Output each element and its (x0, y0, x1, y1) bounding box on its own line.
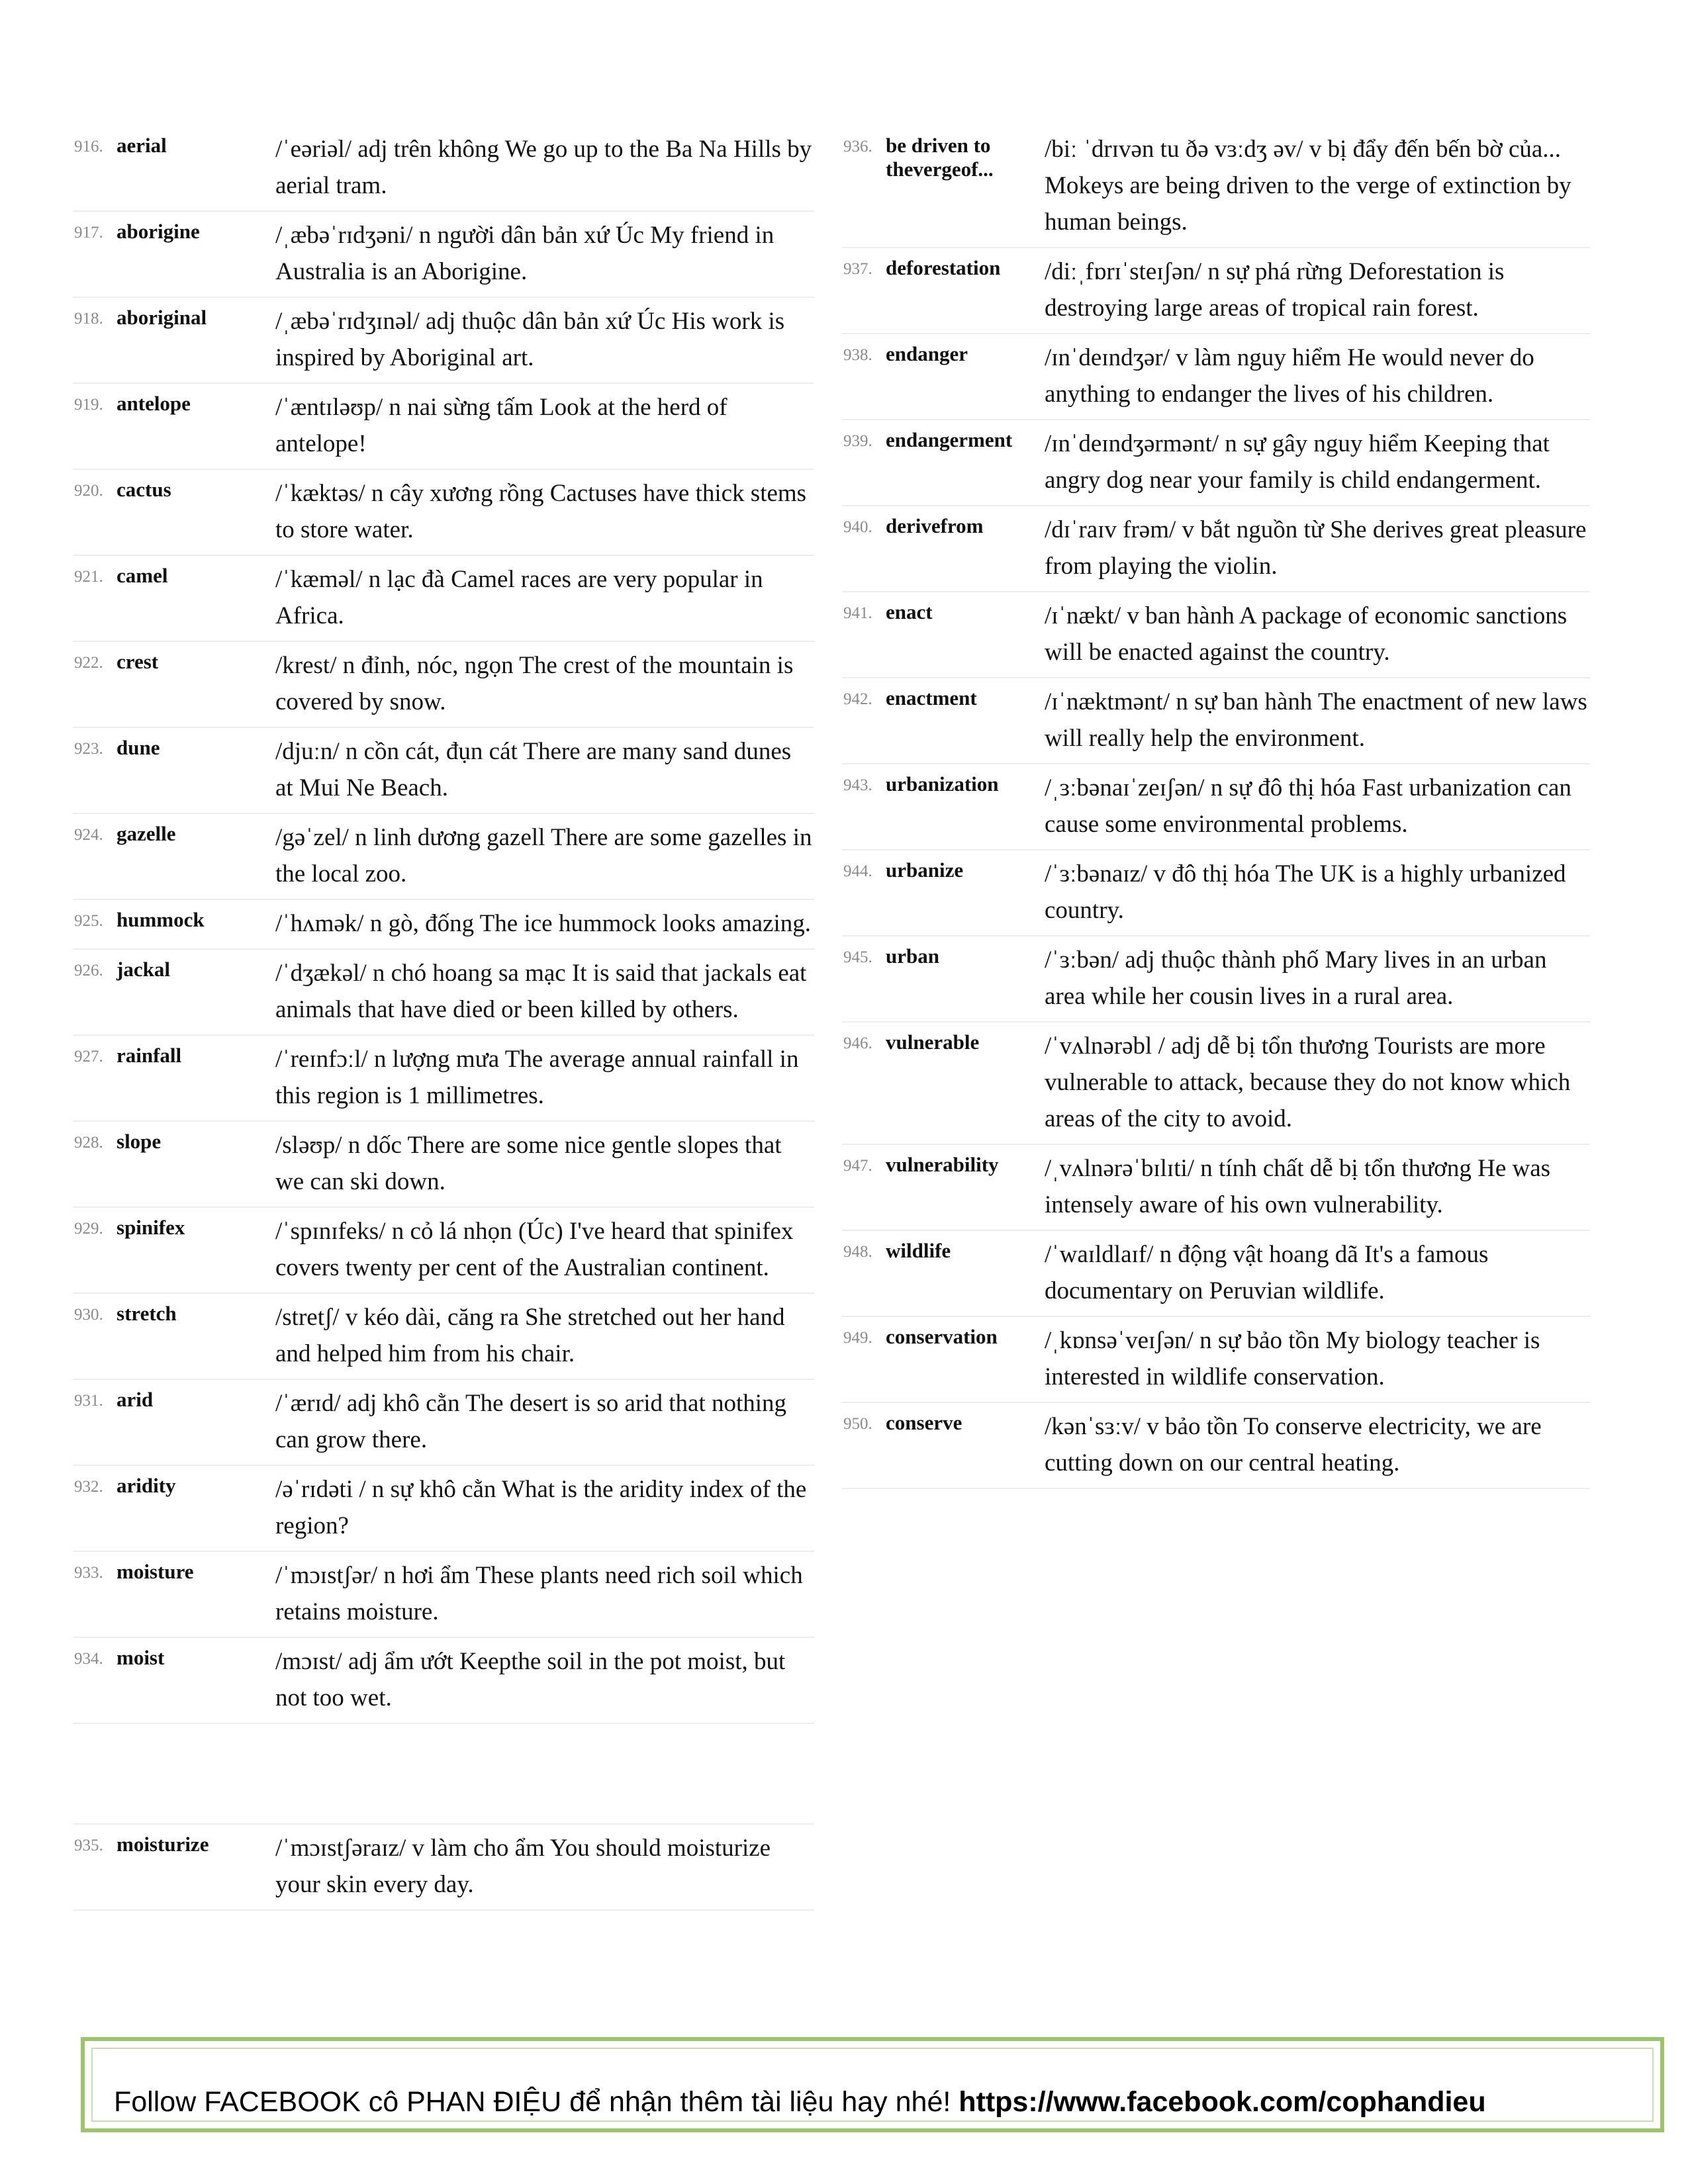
vocab-entry (842, 592, 1590, 678)
entry-word: hummock (117, 908, 205, 931)
vocab-entry (73, 950, 814, 1036)
entry-definition: /ɪnˈdeɪndʒərmənt/ n sự gây nguy hiểm Keeping that angry dog near your family is child endangerment. (1045, 430, 1550, 494)
vocab-entry (73, 814, 814, 900)
entry-word: moist (117, 1646, 165, 1669)
vocab-entry (73, 126, 814, 212)
entry-word: gazelle (117, 822, 176, 845)
entry-number: 922. (74, 654, 103, 672)
vocab-entry (842, 1023, 1590, 1145)
entry-word: dune (117, 736, 160, 759)
entry-word: enactment (886, 686, 977, 709)
entry-word: urbanize (886, 858, 964, 882)
entry-number: 930. (74, 1306, 103, 1324)
entry-number: 939. (843, 432, 872, 450)
entry-number: 924. (74, 826, 103, 844)
vocab-entry (73, 1638, 814, 1724)
entry-number: 942. (843, 690, 872, 708)
entry-number: 933. (74, 1564, 103, 1582)
entry-word: enact (886, 600, 933, 623)
entry-word: vulnerability (886, 1153, 999, 1176)
vocab-entry (842, 764, 1590, 850)
vocab-entry (842, 678, 1590, 764)
vocab-entry (842, 420, 1590, 506)
entry-number: 926. (74, 962, 103, 979)
entry-definition: /ˈɜːbən/ adj thuộc thành phố Mary lives in an urban area while her cousin lives in a rural area. (1045, 946, 1547, 1010)
entry-definition: /ˈkæməl/ n lạc đà Camel races are very popular in Africa. (275, 566, 763, 629)
entry-word: stretch (117, 1302, 177, 1325)
entry-definition: /ˈmɔɪstʃəraɪz/ v làm cho ẩm You should moisturize your skin every day. (275, 1835, 771, 1898)
entry-definition: /ɪˈnæktmənt/ n sự ban hành The enactment of new laws will really help the environment. (1045, 688, 1587, 752)
vocab-entry (73, 1380, 814, 1466)
entry-number: 931. (74, 1392, 103, 1410)
entry-word: endangerment (886, 428, 1013, 451)
entry-number: 945. (843, 948, 872, 966)
entry-definition: /ˌæbəˈrɪdʒɪnəl/ adj thuộc dân bản xứ Úc His work is inspired by Aboriginal art. (275, 308, 785, 371)
entry-word: conservation (886, 1325, 998, 1348)
entry-word: aridity (117, 1474, 176, 1497)
vocab-entry (73, 900, 814, 950)
entry-definition: /ˌvʌlnərəˈbɪlɪti/ n tính chất dễ bị tổn thương He was intensely aware of his own vulnerability. (1045, 1155, 1551, 1218)
vocab-entry (73, 1208, 814, 1294)
vocab-entry (73, 1552, 814, 1638)
entry-number: 937. (843, 260, 872, 278)
entry-word: moisture (117, 1560, 194, 1583)
entry-word: antelope (117, 392, 191, 415)
entry-number: 923. (74, 740, 103, 758)
entry-word: urbanization (886, 772, 999, 796)
entry-definition: /gəˈzel/ n linh dương gazell There are some gazelles in the local zoo. (275, 824, 812, 887)
entry-definition: /ˈdʒækəl/ n chó hoang sa mạc It is said that jackals eat animals that have died or been killed by others. (275, 960, 807, 1023)
entry-number: 941. (843, 604, 872, 622)
entry-word: urban (886, 944, 939, 968)
entry-definition: /ˌæbəˈrɪdʒəni/ n người dân bản xứ Úc My friend in Australia is an Aborigine. (275, 222, 774, 285)
vocab-entry (842, 936, 1590, 1023)
entry-word: conserve (886, 1411, 962, 1434)
entry-word: endanger (886, 342, 968, 365)
entry-word: deforestation (886, 256, 1001, 279)
entry-number: 948. (843, 1243, 872, 1261)
entry-definition: /ˈæntɪləʊp/ n nai sừng tấm Look at the herd of antelope! (275, 394, 727, 457)
entry-word: aerial (117, 134, 167, 157)
footer-lead: Follow FACEBOOK cô PHAN ĐIỆU để nhận thêm tài liệu hay nhé! (114, 2086, 959, 2118)
entry-definition: /ˈærɪd/ adj khô cằn The desert is so arid that nothing can grow there. (275, 1390, 787, 1453)
vocab-entry (73, 728, 814, 814)
entry-definition: /ɪnˈdeɪndʒər/ v làm nguy hiểm He would never do anything to endanger the lives of his children. (1045, 344, 1534, 408)
entry-word: arid (117, 1388, 154, 1411)
entry-number: 925. (74, 912, 103, 930)
entry-number: 919. (74, 396, 103, 414)
vocab-entry (73, 556, 814, 642)
vocab-entry (842, 1231, 1590, 1317)
right-column (842, 126, 1590, 1489)
entry-definition: /biː ˈdrɪvən tu ðə vɜːdʒ əv/ v bị đẩy đến bến bờ của... Mokeys are being driven to the verge of extinction by human beings. (1045, 136, 1571, 236)
entry-definition: /ˈreɪnfɔːl/ n lượng mưa The average annual rainfall in this region is 1 millimetres. (275, 1046, 799, 1109)
entry-number: 944. (843, 862, 872, 880)
entry-number: 947. (843, 1157, 872, 1175)
entry-definition: /kənˈsɜːv/ v bảo tồn To conserve electricity, we are cutting down on our central heating. (1045, 1413, 1542, 1477)
entry-word: rainfall (117, 1044, 182, 1067)
entry-word: camel (117, 564, 168, 587)
vocab-entry (73, 298, 814, 384)
vocab-entry (73, 212, 814, 298)
entry-number: 946. (843, 1034, 872, 1052)
entry-definition: /əˈrɪdəti / n sự khô cằn What is the aridity index of the region? (275, 1476, 807, 1539)
entry-definition: /mɔɪst/ adj ẩm ướt Keepthe soil in the pot moist, but not too wet. (275, 1648, 786, 1711)
vocab-entry (73, 1294, 814, 1380)
vocab-entry (73, 642, 814, 728)
entry-definition: /sləʊp/ n dốc There are some nice gentle slopes that we can ski down. (275, 1132, 782, 1195)
entry-number: 917. (74, 224, 103, 242)
entry-word: be driven to thevergeof... (886, 134, 994, 181)
entry-word: derivefrom (886, 514, 984, 537)
vocab-entry (73, 384, 814, 470)
entry-definition: /krest/ n đỉnh, nóc, ngọn The crest of the mountain is covered by snow. (275, 652, 794, 715)
facebook-link[interactable]: https://www.facebook.com/cophandieu (959, 2086, 1486, 2118)
entry-definition: /ˈhʌmək/ n gò, đống The ice hummock looks amazing. (275, 910, 812, 937)
entry-word: wildlife (886, 1239, 951, 1262)
vocab-entry (73, 1036, 814, 1122)
entry-definition: /ˈmɔɪstʃər/ n hơi ẩm These plants need rich soil which retains moisture. (275, 1562, 803, 1625)
entry-number: 928. (74, 1134, 103, 1152)
footer-banner (81, 2037, 1664, 2132)
entry-number: 938. (843, 346, 872, 364)
left-column (73, 126, 814, 1911)
footer-text (114, 2086, 1486, 2118)
entry-definition: /dɪˈraɪv frəm/ v bắt nguồn từ She derives great pleasure from playing the violin. (1045, 516, 1587, 580)
entry-number: 929. (74, 1220, 103, 1238)
vocab-entry (73, 1466, 814, 1552)
entry-word: jackal (117, 958, 170, 981)
entry-definition: /stretʃ/ v kéo dài, căng ra She stretched out her hand and helped him from his chair. (275, 1304, 785, 1367)
entry-definition: /ˈspɪnɪfeks/ n cỏ lá nhọn (Úc) I've heard that spinifex covers twenty per cent of the Australian continent. (275, 1218, 794, 1281)
entry-number: 927. (74, 1048, 103, 1066)
vocab-entry (842, 334, 1590, 420)
entry-word: cactus (117, 478, 171, 501)
vocab-entry (842, 1145, 1590, 1231)
entry-word: aboriginal (117, 306, 207, 329)
vocab-entry (842, 126, 1590, 248)
entry-definition: /djuːn/ n cồn cát, đụn cát There are many sand dunes at Mui Ne Beach. (275, 738, 792, 801)
vocab-entry (842, 850, 1590, 936)
entry-number: 940. (843, 518, 872, 536)
entry-definition: /ˈɜːbənaɪz/ v đô thị hóa The UK is a highly urbanized country. (1045, 860, 1566, 924)
entry-number: 949. (843, 1329, 872, 1347)
entry-definition: /ˈkæktəs/ n cây xương rồng Cactuses have thick stems to store water. (275, 480, 807, 543)
entry-number: 934. (74, 1650, 103, 1668)
vocab-entry (73, 1825, 814, 1911)
entry-number: 943. (843, 776, 872, 794)
vocab-entry (73, 470, 814, 556)
entry-number: 932. (74, 1478, 103, 1496)
vocab-entry (842, 1403, 1590, 1489)
entry-word: crest (117, 650, 159, 673)
entry-number: 920. (74, 482, 103, 500)
vocab-entry (842, 1317, 1590, 1403)
entry-number: 936. (843, 138, 872, 156)
spacer (73, 1724, 814, 1825)
vocab-entry (842, 506, 1590, 592)
entry-number: 950. (843, 1415, 872, 1433)
entry-definition: /ˈeəriəl/ adj trên không We go up to the Ba Na Hills by aerial tram. (275, 136, 812, 199)
entry-definition: /ˈvʌlnərəbl / adj dễ bị tổn thương Tourists are more vulnerable to attack, because they do not know which areas of the city to avoid. (1045, 1032, 1571, 1132)
entry-word: slope (117, 1130, 162, 1153)
vocab-entry (842, 248, 1590, 334)
entry-definition: /ˌkɒnsəˈveɪʃən/ n sự bảo tồn My biology teacher is interested in wildlife conservation. (1045, 1327, 1540, 1390)
entry-word: spinifex (117, 1216, 185, 1239)
entry-word: aborigine (117, 220, 200, 243)
entry-word: moisturize (117, 1833, 209, 1856)
entry-definition: /ɪˈnækt/ v ban hành A package of economic sanctions will be enacted against the country. (1045, 602, 1568, 666)
entry-word: vulnerable (886, 1030, 980, 1054)
entry-number: 921. (74, 568, 103, 586)
entry-definition: /diːˌfɒrɪˈsteɪʃən/ n sự phá rừng Deforestation is destroying large areas of tropical rain forest. (1045, 258, 1505, 322)
entry-definition: /ˈwaɪldlaɪf/ n động vật hoang dã It's a famous documentary on Peruvian wildlife. (1045, 1241, 1489, 1304)
entry-number: 918. (74, 310, 103, 328)
entry-number: 935. (74, 1837, 103, 1854)
vocab-entry (73, 1122, 814, 1208)
entry-definition: /ˌɜːbənaɪˈzeɪʃən/ n sự đô thị hóa Fast urbanization can cause some environmental problems. (1045, 774, 1571, 838)
entry-number: 916. (74, 138, 103, 156)
